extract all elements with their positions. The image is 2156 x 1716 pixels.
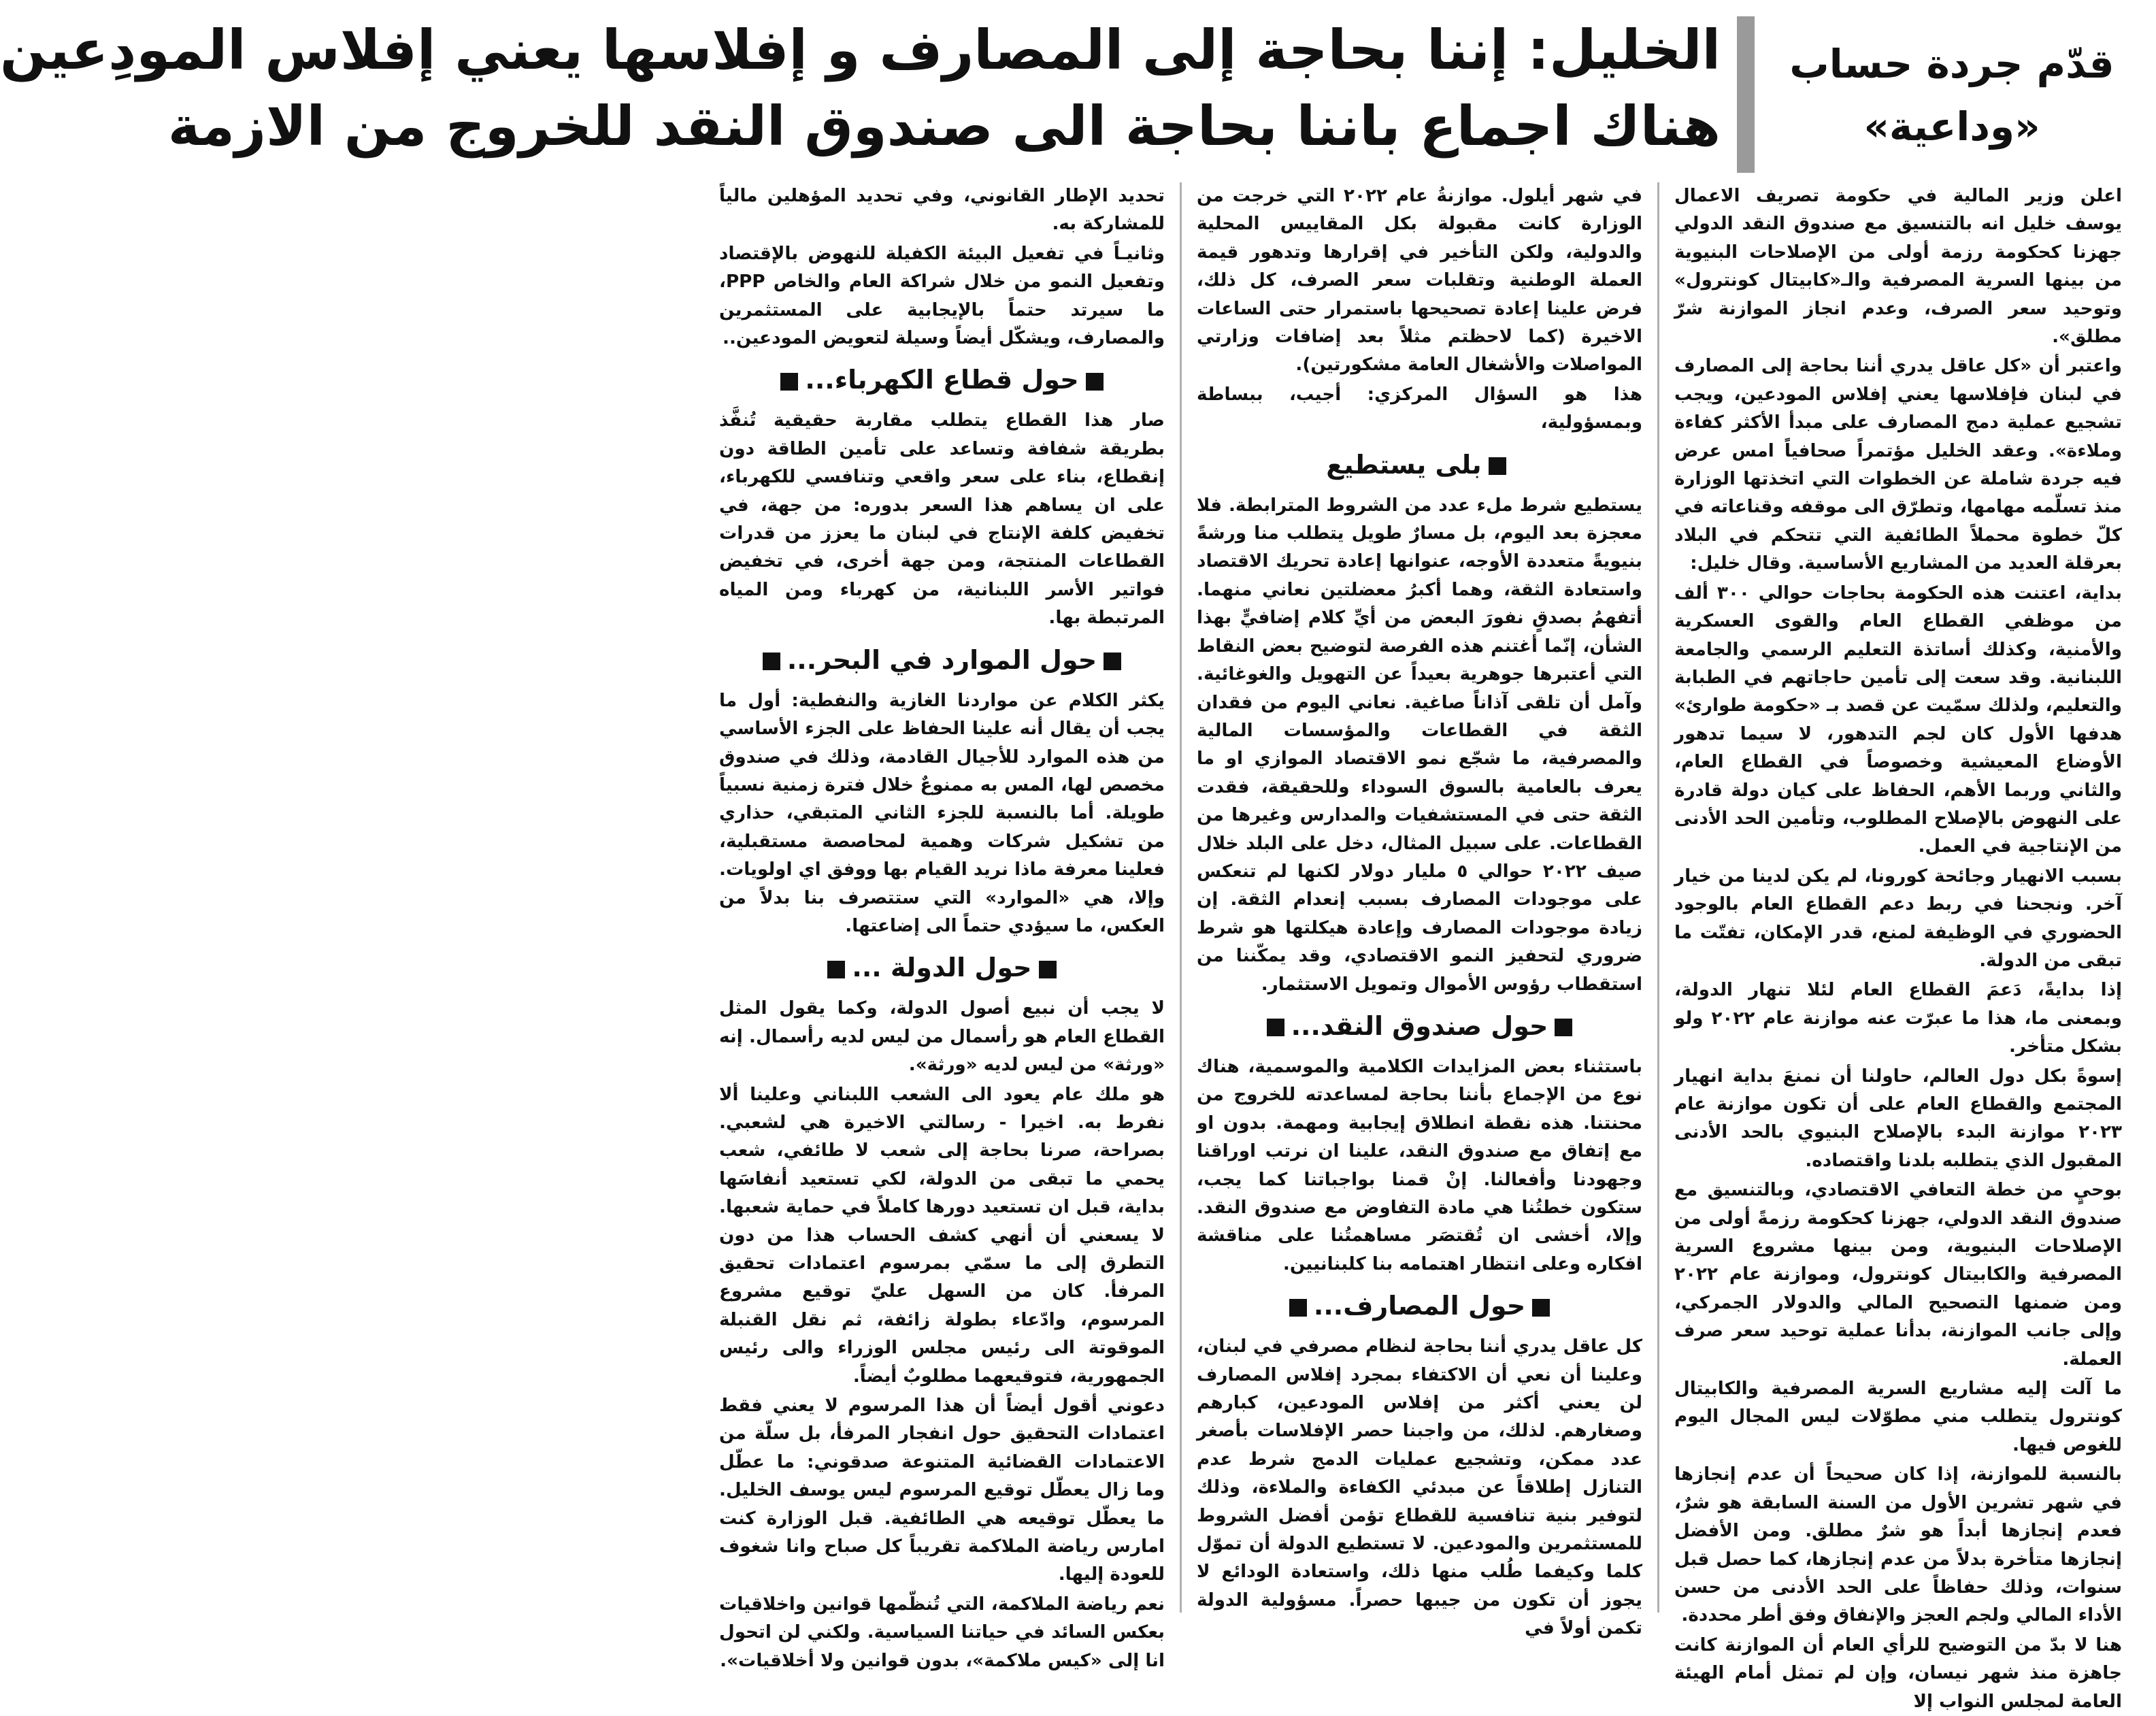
column-1: [1659, 182, 2137, 1712]
paragraph: لا يجب أن نبيع أصول الدولة، وكما يقول المثل القطاع العام هو رأسمال من ليس لديه رأسمال. إنه «ورثة» من ليس لديه «ورثة».: [719, 998, 1165, 1076]
subheading-text: حول المصارف...: [1313, 1291, 1526, 1321]
paragraph: وثانيـاً في تفعيل البيئة الكفيلة للنهوض بالإقتصاد وتفعيل النمو من خلال شراكة العام والخاص PPP، ما سيرتد حتماً بالإيجابية على المستثمرين والمصارف، ويشكّل أيضاً وسيلة لتعويض المودعين..: [719, 243, 1165, 349]
subheading: [1197, 1287, 1642, 1325]
subheading-text: حول الموارد في البحر...: [786, 644, 1097, 675]
paragraph: إذا بدايةً، دَعمَ القطاع العام لئلا تنهار الدولة، وبمعنى ما، هذا ما عبرّت عنه موازنة عام ٢٠٢٢ ولو بشكل متأخر.: [1674, 980, 2122, 1057]
headline-block: [0, 12, 1721, 176]
headline-line-2: هناك اجماع باننا بحاجة الى صندوق النقد للخروج من الازمة: [167, 95, 1721, 158]
paragraph: بوحيٍ من خطة التعافي الاقتصادي، وبالتنسيق مع صندوق النقد الدولي، جهزنا كحكومة رزمةً أولى من الإصلاحات البنيوية، ومن بينها مشروع السرية المصرفية والكابيتال كونترول، وموازنة عام ٢٠٢٢ ومن ضمنها التصحيح المالي والدولار الجمركي، وإلى جانب الموازنة، بدأنا عملية توحيد سعر صرف العملة.: [1674, 1180, 2122, 1370]
square-bullet-icon: [1039, 961, 1057, 978]
paragraph: في شهر أيلول. موازنةُ عام ٢٠٢٢ التي خرجت من الوزارة كانت مقبولة بكل المقاييس المحلية والدولية، ولكن التأخير في إقرارها وتدهور قيمة العملة الوطنية وتقلبات سعر الصرف، كل ذلك، فرض علينا إعادة تصحيحها باستمرار حتى الساعات الاخيرة (كما لاحظتم مثلاً بعد إضافات وزارتي المواصلات والأشغال العامة مشكورتين).: [1197, 186, 1642, 376]
subheading-text: حول الدولة ...: [852, 953, 1032, 983]
square-bullet-icon: [1267, 1019, 1284, 1036]
paragraph: هو ملك عام يعود الى الشعب اللبناني وعلينا ألا نفرط به. اخيرا - رسالتي الاخيرة هي لشعبي. بصراحة، صرنا بحاجة إلى شعب لا طائفي، شعب يحمي ما تبقى من الدولة، لكي تستعيد أنفاسَها بداية، قبل ان تستعيد دورها كاملاً في حماية شعبها. لا يسعني أن أنهي كشف الحساب هذا من دون التطرق إلى ما سمّي بمرسوم اعتمادات تحقيق المرفأ. كان من السهل عليّ توقيع مشروع المرسوم، وادّعاء بطولة زائفة، ثم نقل القنبلة الموقوتة الى رئيس مجلس الوزراء والى رئيس الجمهورية، فتوقيعهما مطلوبٌ أيضاً.: [719, 1084, 1165, 1387]
paragraph: صار هذا القطاع يتطلب مقاربة حقيقية تُنفَّذ بطريقة شفافة وتساعد على تأمين الطاقة دون إنقطاع، بناء على سعر واقعي وتنافسي للكهرباء، على ان يساهم هذا السعر بدوره: من جهة، في تخفيض كلفة الإنتاج في لبنان ما يعزز من قدرات القطاعات المنتجة، ومن جهة أخرى، في تخفيض فواتير الأسر اللبنانية، من كهرباء ومن المياه المرتبطة بها.: [719, 410, 1165, 629]
paragraph: يستطيع شرط ملء عدد من الشروط المترابطة. فلا معجزة بعد اليوم، بل مسارٌ طويل يتطلب منا ورشةً بنيويةً متعددة الأوجه، عنوانها إعادة تحريك الاقتصاد واستعادة الثقة، وهما أكبرُ معضلتين نعاني منهما. أتفهمُ بصدقٍ نفورَ البعض من أيِّ كلام إضافيٍّ بهذا الشأن، إنّما أغتنم هذه الفرصة لتوضيح بعض النقاط التي أعتبرها جوهرية بعيداً عن التهويل والغوغائية. وآمل أن تلقى آذاناً صاغية. نعاني اليوم من فقدان الثقة في القطاعات والمؤسسات المالية والمصرفية، ما شجّع نمو الاقتصاد الموازي او ما يعرف بالعامية بالسوق السوداء وللحقيقة، فقدت الثقة حتى في المستشفيات والمدارس وغيرها من القطاعات. على سبيل المثال، دخل على البلد خلال صيف ٢٠٢٢ حوالي ٥ مليار دولار لكنها لم تنعكس على موجودات المصارف بسبب إنعدام الثقة. إن زيادة موجودات المصارف وإعادة هيكلتها هو شرط ضروري لتحفيز النمو الاقتصادي، وقد يمكّننا من استقطاب رؤوس الأموال وتمويل الاستثمار.: [1197, 495, 1642, 995]
article-header: [0, 12, 2136, 176]
paragraph: واعتبر أن «كل عاقل يدري أننا بحاجة إلى المصارف في لبنان فإفلاسها يعني إفلاس المودعين، ويجب تشجيع عملية دمج المصارف على مبدأ الأكثر كفاءة وملاءة». وعقد الخليل مؤتمراً صحافياً امس عرض فيه جردة شاملة عن الخطوات التي اتخذتها الوزارة منذ تسلّمه مهامها، وتطرّق الى موقفه وقناعاته في كلّ خطوة محملاً الطائفية التي تتحكم في البلاد بعرقلة العديد من المشاريع الأساسية. وقال خليل:: [1674, 356, 2122, 574]
paragraph: دعوني أقول أيضاً أن هذا المرسوم لا يعني فقط اعتمادات التحقيق حول انفجار المرفأ، بل سلّة من الاعتمادات القضائية المتنوعة صدقوني: ما عطّل وما زال يعطّل توقيع المرسوم ليس يوسف الخليل. ما يعطّل توقيعه هي الطائفية. قبل الوزارة كنت امارس رياضة الملاكمة تقريباً كل صباح وانا شغوف للعودة إليها.: [719, 1396, 1165, 1585]
paragraph: بداية، اعتنت هذه الحكومة بحاجات حوالي ٣٠٠ ألف من موظفي القطاع العام والقوى العسكرية والأمنية، وكذلك أساتذة التعليم الرسمي والجامعة اللبنانية. وقد سعت إلى تأمين حاجاتهم في الطبابة والتعليم، ولذلك سمّيت عن قصد بـ «حكومة طوارئ» هدفها الأول كان لجم التدهور، لا سيما تدهور الأوضاع المعيشية وخصوصاً في القطاع العام، والثاني وربما الأهم، الحفاظ على كيان دولة قادرة على النهوض بالإصلاح المطلوب، وتأمين الحد الأدنى من الإنتاجية في العمل.: [1674, 582, 2122, 857]
kicker: [1768, 33, 2136, 158]
column-3: [704, 182, 1182, 1671]
paragraph: تحديد الإطار القانوني، وفي تحديد المؤهلين مالياً للمشاركة به.: [719, 186, 1165, 235]
kicker-line-1: قدّم جردة حساب: [1789, 41, 2114, 87]
paragraph: إسوةً بكل دول العالم، حاولنا أن نمنعَ بداية انهيار المجتمع والقطاع العام على أن تكون موازنة عام ٢٠٢٣ موازنة البدء بالإصلاح البنيوي بالحد الأدنى المقبول الذي يتطلبه بلدنا واقتصاده.: [1674, 1066, 2122, 1171]
paragraph: بسبب الانهيار وجائحة كورونا، لم يكن لدينا من خيار آخر. ونجحنا في ربط دعم القطاع العام بالوجود الحضوري في الوظيفة لمنع، قدر الإمكان، تفتّت ما تبقى من الدولة.: [1674, 865, 2122, 971]
square-bullet-icon: [1555, 1019, 1572, 1036]
square-bullet-icon: [1086, 373, 1104, 391]
subheading: [719, 641, 1165, 679]
subheading: [1197, 446, 1642, 484]
square-bullet-icon: [1104, 653, 1121, 670]
subheading: [1197, 1007, 1642, 1045]
subheading-text: حول قطاع الكهرباء...: [805, 365, 1079, 395]
paragraph: ما آلت إليه مشاريع السرية المصرفية والكابيتال كونترول يتطلب مني مطوّلات ليس المجال اليوم للغوص فيها.: [1674, 1379, 2122, 1455]
square-bullet-icon: [1289, 1299, 1307, 1317]
paragraph: اعلن وزير المالية في حكومة تصريف الاعمال يوسف خليل انه بالتنسيق مع صندوق النقد الدولي جهزنا كحكومة رزمة أولى من الإصلاحات البنيوية من بينها السرية المصرفية والـ«كابيتال كونترول» وتوحيد سعر الصرف، وعدم انجاز الموازنة شرّ مطلق».: [1674, 186, 2122, 348]
square-bullet-icon: [1532, 1299, 1550, 1317]
subheading: [719, 361, 1165, 399]
kicker-line-2: «وداعية»: [1863, 103, 2040, 150]
paragraph: باستثناء بعض المزايدات الكلامية والموسمية، هناك نوع من الإجماع بأننا بحاجة لمساعدته للخروج من محنتنا. هذه نقطة انطلاق إيجابية ومهمة. بدون او مع إتفاق مع صندوق النقد، علينا ان نرتب اوراقنا وجهودنا وأفعالنا. إنْ قمنا بواجباتنا كما يجب، ستكون خطتُنا هي مادة التفاوض مع صندوق النقد. وإلا، أخشى ان تُقتصَر مساهمتُنا على مناقشة افكاره وعلى انتظار اهتمامه بنا كلبنانيين.: [1197, 1056, 1642, 1274]
subheading: [719, 948, 1165, 987]
paragraph: كل عاقل يدري أننا بحاجة لنظام مصرفي في لبنان، وعلينا أن نعي أن الاكتفاء بمجرد إفلاس المصارف لن يعني أكثر من إفلاس المودعين، كبارهم وصغارهم. لذلك، من واجبنا حصر الإفلاسات بأصغر عدد ممكن، وتشجيع عمليات الدمج شرط عدم التنازل إطلاقاً عن مبدئي الكفاءة والملاءة، وذلك لتوفير بنية تنافسية للقطاع تؤمن أفضل الشروط للمستثمرين والمودعين. لا تستطيع الدولة أن تموّل كلما وكيفما طُلب منها ذلك، واستعادة الودائع لا يجوز أن تكون من جيبها حصراً. مسؤولية الدولة تكمن أولاً في: [1197, 1336, 1642, 1639]
paragraph: نعم رياضة الملاكمة، التي تُنظّمها قوانين واخلاقيات بعكس السائد في حياتنا السياسية. ولكني لن اتحول انا إلى «كيس ملاكمة»، بدون قوانين ولا أخلاقيات».: [719, 1594, 1165, 1671]
header-separator-bar: [1737, 16, 1755, 173]
paragraph: هذا هو السؤال المركزي: أجيب، ببساطة وبمسؤولية،: [1197, 384, 1642, 433]
column-2: [1182, 182, 1659, 1639]
square-bullet-icon: [827, 961, 845, 978]
headline-line-1: الخليل: إننا بحاجة إلى المصارف و إفلاسها يعني إفلاس المودِعين: [0, 18, 1721, 82]
paragraph: هنا لا بدّ من التوضيح للرأي العام أن الموازنة كانت جاهزة منذ شهر نيسان، وإن لم تمثل أمام الهيئة العامة لمجلس النواب إلا: [1674, 1634, 2122, 1712]
square-bullet-icon: [780, 373, 798, 391]
paragraph: بالنسبة للموازنة، إذا كان صحيحاً أن عدم إنجازها في شهر تشرين الأول من السنة السابقة هو شرٌ، فعدم إنجازها أبداً هو شرٌ مطلق. ومن الأفضل إنجازها متأخرة بدلاً من عدم إنجازها، كما حصل قبل سنوات، وذلك حفاظاً على الحد الأدنى من حسن الأداء المالي ولجم العجز والإنفاق وفق أطر محددة.: [1674, 1464, 2122, 1626]
paragraph: يكثر الكلام عن مواردنا الغازية والنفطية: أول ما يجب أن يقال أنه علينا الحفاظ على الجزء الأساسي من هذه الموارد للأجيال القادمة، وذلك في صندوق مخصص لها، المس به ممنوعٌ خلال فترة زمنية نسبياً طويلة. أما بالنسبة للجزء الثاني المتبقي، حذاري من تشكيل شركات وهمية لمحاصصة مستقبلية، فعلينا معرفة ماذا نريد القيام بها ووفق اي اولويات. وإلا، هي «الموارد» التي ستتصرف بنا بدلاً من العكس، ما سيؤدي حتماً الى إضاعتها.: [719, 690, 1165, 936]
article-columns: [227, 182, 2137, 1712]
subheading-text: حول صندوق النقد...: [1291, 1010, 1548, 1041]
subheading-text: بلى يستطيع: [1326, 449, 1482, 480]
square-bullet-icon: [1489, 457, 1506, 475]
square-bullet-icon: [763, 653, 780, 670]
